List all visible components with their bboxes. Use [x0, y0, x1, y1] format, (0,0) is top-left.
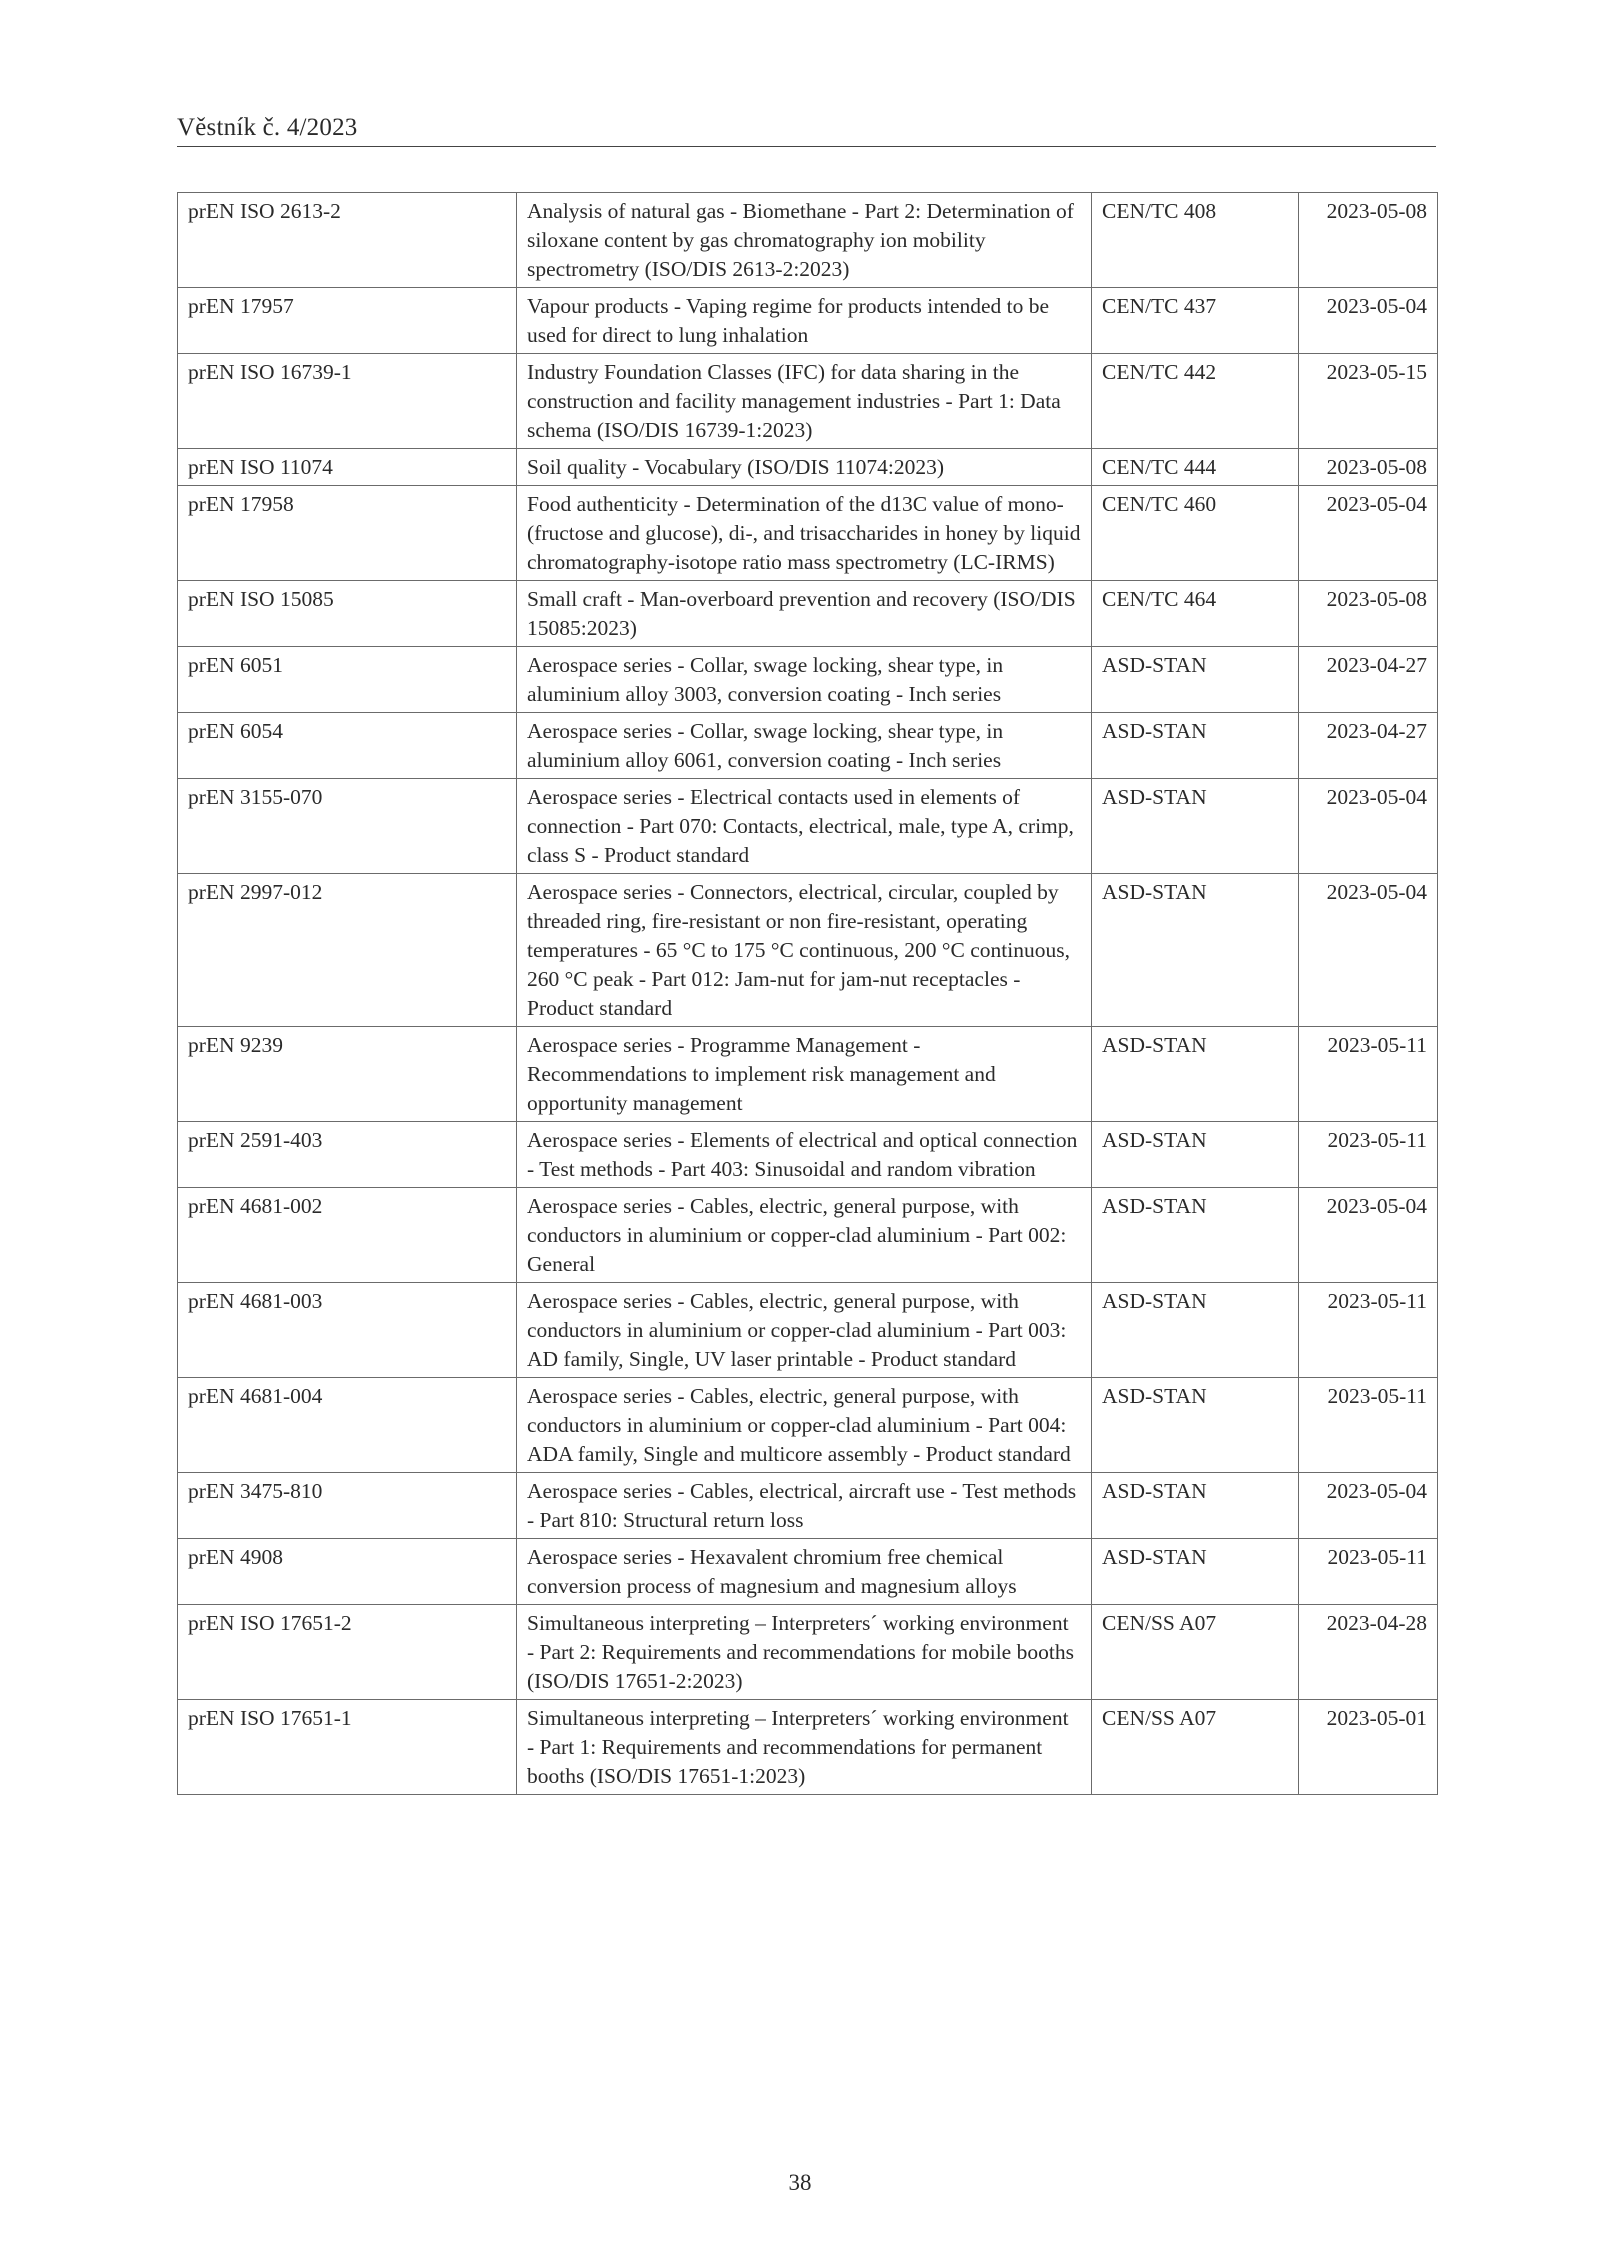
- journal-title: Věstník č. 4/2023: [177, 114, 358, 141]
- committee-cell: ASD-STAN: [1092, 874, 1299, 1027]
- standard-code-cell: prEN 17957: [178, 288, 517, 354]
- deadline-date-cell: 2023-04-28: [1299, 1605, 1438, 1700]
- standard-code-cell: prEN 3155-070: [178, 779, 517, 874]
- deadline-date-cell: 2023-05-11: [1299, 1283, 1438, 1378]
- standard-title-cell: Aerospace series - Collar, swage locking, shear type, in aluminium alloy 6061, conversion coating - Inch series: [517, 713, 1092, 779]
- standard-title-cell: Aerospace series - Elements of electrical and optical connection - Test methods - Part 403: Sinusoidal and random vibration: [517, 1122, 1092, 1188]
- committee-cell: ASD-STAN: [1092, 647, 1299, 713]
- table-row: [178, 1700, 1438, 1795]
- standard-title-cell: Aerospace series - Cables, electric, general purpose, with conductors in aluminium or copper-clad aluminium - Part 002: General: [517, 1188, 1092, 1283]
- standard-code-cell: prEN ISO 17651-1: [178, 1700, 517, 1795]
- table-row: [178, 449, 1438, 486]
- standard-code-cell: prEN 6051: [178, 647, 517, 713]
- standard-code-cell: prEN ISO 15085: [178, 581, 517, 647]
- standard-title-cell: Analysis of natural gas - Biomethane - Part 2: Determination of siloxane content by gas chromatography ion mobility spectrometry (ISO/DIS 2613-2:2023): [517, 193, 1092, 288]
- standard-code-cell: prEN 6054: [178, 713, 517, 779]
- standard-code-cell: prEN 4908: [178, 1539, 517, 1605]
- table-row: [178, 1539, 1438, 1605]
- deadline-date-cell: 2023-05-11: [1299, 1378, 1438, 1473]
- deadline-date-cell: 2023-05-04: [1299, 1188, 1438, 1283]
- standard-title-cell: Aerospace series - Collar, swage locking, shear type, in aluminium alloy 3003, conversion coating - Inch series: [517, 647, 1092, 713]
- table-row: [178, 874, 1438, 1027]
- table-row: [178, 486, 1438, 581]
- deadline-date-cell: 2023-05-04: [1299, 288, 1438, 354]
- deadline-date-cell: 2023-05-08: [1299, 193, 1438, 288]
- standards-table-body: [178, 193, 1438, 1795]
- table-row: [178, 193, 1438, 288]
- deadline-date-cell: 2023-05-01: [1299, 1700, 1438, 1795]
- standard-title-cell: Vapour products - Vaping regime for products intended to be used for direct to lung inhalation: [517, 288, 1092, 354]
- standard-title-cell: Simultaneous interpreting – Interpreters´ working environment - Part 2: Requirements and recommendations for mobile booths (ISO/DIS 17651-2:2023): [517, 1605, 1092, 1700]
- table-row: [178, 1283, 1438, 1378]
- committee-cell: CEN/SS A07: [1092, 1700, 1299, 1795]
- standard-code-cell: prEN 4681-003: [178, 1283, 517, 1378]
- committee-cell: ASD-STAN: [1092, 1378, 1299, 1473]
- standard-title-cell: Aerospace series - Hexavalent chromium free chemical conversion process of magnesium and magnesium alloys: [517, 1539, 1092, 1605]
- deadline-date-cell: 2023-04-27: [1299, 647, 1438, 713]
- committee-cell: ASD-STAN: [1092, 1188, 1299, 1283]
- deadline-date-cell: 2023-05-04: [1299, 779, 1438, 874]
- table-row: [178, 1473, 1438, 1539]
- deadline-date-cell: 2023-05-11: [1299, 1027, 1438, 1122]
- committee-cell: ASD-STAN: [1092, 779, 1299, 874]
- standards-table: [177, 192, 1438, 1795]
- deadline-date-cell: 2023-05-08: [1299, 449, 1438, 486]
- table-row: [178, 779, 1438, 874]
- deadline-date-cell: 2023-04-27: [1299, 713, 1438, 779]
- deadline-date-cell: 2023-05-11: [1299, 1539, 1438, 1605]
- standard-title-cell: Aerospace series - Cables, electric, general purpose, with conductors in aluminium or copper-clad aluminium - Part 003: AD family, Single, UV laser printable - Product standard: [517, 1283, 1092, 1378]
- table-row: [178, 647, 1438, 713]
- standard-title-cell: Aerospace series - Cables, electric, general purpose, with conductors in aluminium or copper-clad aluminium - Part 004: ADA family, Single and multicore assembly - Product standard: [517, 1378, 1092, 1473]
- page-header: [177, 112, 1436, 147]
- standard-code-cell: prEN ISO 16739-1: [178, 354, 517, 449]
- standard-code-cell: prEN 2591-403: [178, 1122, 517, 1188]
- standard-title-cell: Aerospace series - Cables, electrical, aircraft use - Test methods - Part 810: Structural return loss: [517, 1473, 1092, 1539]
- standard-code-cell: prEN ISO 2613-2: [178, 193, 517, 288]
- committee-cell: ASD-STAN: [1092, 1122, 1299, 1188]
- committee-cell: CEN/TC 408: [1092, 193, 1299, 288]
- table-row: [178, 354, 1438, 449]
- committee-cell: CEN/TC 464: [1092, 581, 1299, 647]
- deadline-date-cell: 2023-05-08: [1299, 581, 1438, 647]
- standard-code-cell: prEN ISO 17651-2: [178, 1605, 517, 1700]
- table-row: [178, 581, 1438, 647]
- committee-cell: CEN/SS A07: [1092, 1605, 1299, 1700]
- committee-cell: ASD-STAN: [1092, 1473, 1299, 1539]
- deadline-date-cell: 2023-05-04: [1299, 486, 1438, 581]
- standard-title-cell: Soil quality - Vocabulary (ISO/DIS 11074:2023): [517, 449, 1092, 486]
- table-row: [178, 1027, 1438, 1122]
- deadline-date-cell: 2023-05-11: [1299, 1122, 1438, 1188]
- table-row: [178, 1122, 1438, 1188]
- deadline-date-cell: 2023-05-15: [1299, 354, 1438, 449]
- committee-cell: CEN/TC 460: [1092, 486, 1299, 581]
- standard-code-cell: prEN 4681-004: [178, 1378, 517, 1473]
- standard-title-cell: Aerospace series - Electrical contacts used in elements of connection - Part 070: Contacts, electrical, male, type A, crimp, class S - Product standard: [517, 779, 1092, 874]
- standard-code-cell: prEN ISO 11074: [178, 449, 517, 486]
- table-row: [178, 1188, 1438, 1283]
- standard-code-cell: prEN 2997-012: [178, 874, 517, 1027]
- committee-cell: CEN/TC 442: [1092, 354, 1299, 449]
- committee-cell: ASD-STAN: [1092, 1539, 1299, 1605]
- standard-code-cell: prEN 3475-810: [178, 1473, 517, 1539]
- table-row: [178, 1605, 1438, 1700]
- standard-title-cell: Aerospace series - Programme Management - Recommendations to implement risk management and opportunity management: [517, 1027, 1092, 1122]
- standard-title-cell: Food authenticity - Determination of the d13C value of mono- (fructose and glucose), di-, and trisaccharides in honey by liquid chromatography-isotope ratio mass spectrometry (LC-IRMS): [517, 486, 1092, 581]
- standard-title-cell: Small craft - Man-overboard prevention and recovery (ISO/DIS 15085:2023): [517, 581, 1092, 647]
- table-row: [178, 1378, 1438, 1473]
- table-row: [178, 288, 1438, 354]
- standard-code-cell: prEN 17958: [178, 486, 517, 581]
- table-row: [178, 713, 1438, 779]
- standard-title-cell: Simultaneous interpreting – Interpreters´ working environment - Part 1: Requirements and recommendations for permanent booths (ISO/DIS 17651-1:2023): [517, 1700, 1092, 1795]
- page-number: 38: [788, 2170, 812, 2195]
- committee-cell: ASD-STAN: [1092, 1283, 1299, 1378]
- standard-code-cell: prEN 9239: [178, 1027, 517, 1122]
- committee-cell: CEN/TC 437: [1092, 288, 1299, 354]
- standard-title-cell: Industry Foundation Classes (IFC) for data sharing in the construction and facility management industries - Part 1: Data schema (ISO/DIS 16739-1:2023): [517, 354, 1092, 449]
- deadline-date-cell: 2023-05-04: [1299, 1473, 1438, 1539]
- committee-cell: CEN/TC 444: [1092, 449, 1299, 486]
- committee-cell: ASD-STAN: [1092, 1027, 1299, 1122]
- committee-cell: ASD-STAN: [1092, 713, 1299, 779]
- standard-title-cell: Aerospace series - Connectors, electrical, circular, coupled by threaded ring, fire-resistant or non fire-resistant, operating temperatures - 65 °C to 175 °C continuous, 200 °C continuous, 260 °C peak - Part 012: Jam-nut for jam-nut receptacles - Product standard: [517, 874, 1092, 1027]
- deadline-date-cell: 2023-05-04: [1299, 874, 1438, 1027]
- standard-code-cell: prEN 4681-002: [178, 1188, 517, 1283]
